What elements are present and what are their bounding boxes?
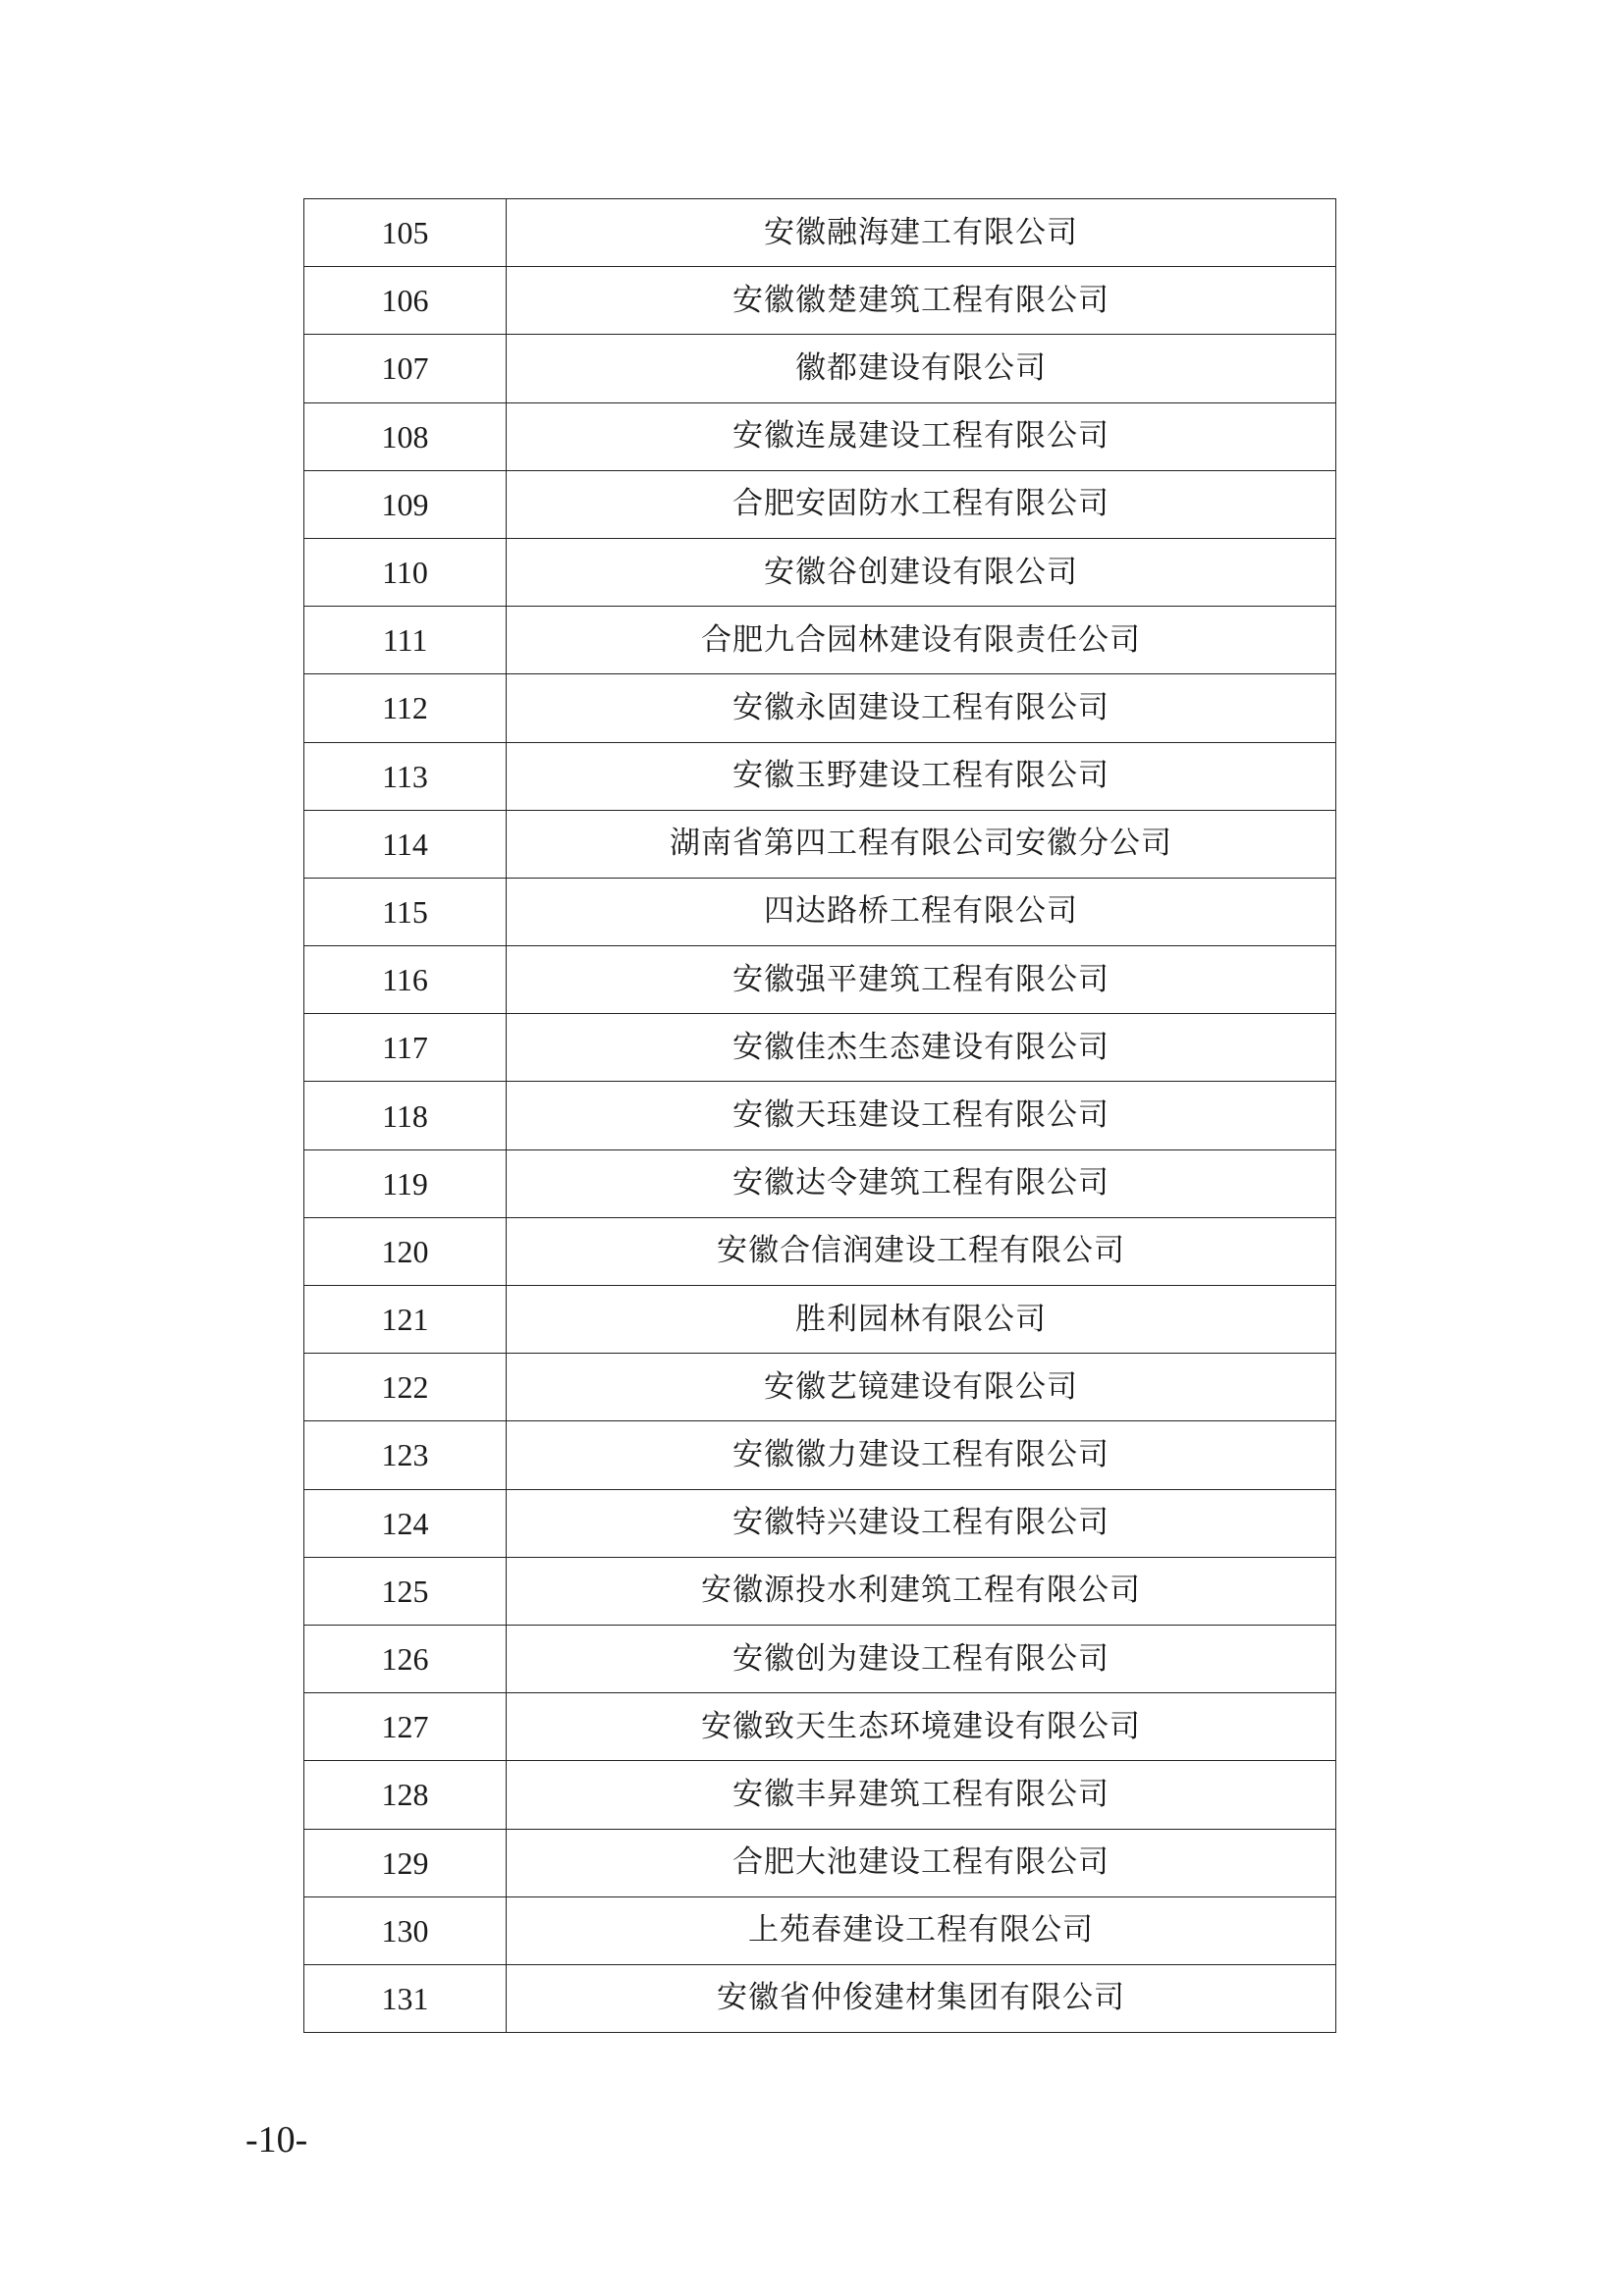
table-row <box>304 1761 1336 1829</box>
company-name-cell: 合肥大池建设工程有限公司 <box>507 1829 1336 1896</box>
company-name-cell: 安徽连晟建设工程有限公司 <box>507 402 1336 470</box>
row-number-cell: 117 <box>304 1014 507 1082</box>
table-row <box>304 1286 1336 1354</box>
row-number-cell: 113 <box>304 742 507 810</box>
company-name-cell: 徽都建设有限公司 <box>507 335 1336 402</box>
table-row <box>304 470 1336 538</box>
row-number-cell: 108 <box>304 402 507 470</box>
table-row <box>304 1964 1336 2032</box>
row-number-cell: 118 <box>304 1082 507 1149</box>
row-number-cell: 127 <box>304 1693 507 1761</box>
row-number-cell: 106 <box>304 267 507 335</box>
company-name-cell: 湖南省第四工程有限公司安徽分公司 <box>507 810 1336 878</box>
row-number-cell: 124 <box>304 1489 507 1557</box>
table-row <box>304 1557 1336 1625</box>
company-name-cell: 安徽融海建工有限公司 <box>507 199 1336 267</box>
table-body <box>304 199 1336 2033</box>
table-row <box>304 335 1336 402</box>
company-name-cell: 安徽佳杰生态建设有限公司 <box>507 1014 1336 1082</box>
table-row <box>304 1625 1336 1692</box>
row-number-cell: 107 <box>304 335 507 402</box>
row-number-cell: 121 <box>304 1286 507 1354</box>
table-row <box>304 810 1336 878</box>
company-name-cell: 安徽致天生态环境建设有限公司 <box>507 1693 1336 1761</box>
table-row <box>304 674 1336 742</box>
company-name-cell: 安徽省仲俊建材集团有限公司 <box>507 1964 1336 2032</box>
row-number-cell: 128 <box>304 1761 507 1829</box>
company-name-cell: 安徽玉野建设工程有限公司 <box>507 742 1336 810</box>
table-row <box>304 1829 1336 1896</box>
company-name-cell: 安徽创为建设工程有限公司 <box>507 1625 1336 1692</box>
table-row <box>304 1354 1336 1421</box>
company-name-cell: 安徽永固建设工程有限公司 <box>507 674 1336 742</box>
table-row <box>304 878 1336 945</box>
row-number-cell: 109 <box>304 470 507 538</box>
table-row <box>304 946 1336 1014</box>
company-name-cell: 安徽强平建筑工程有限公司 <box>507 946 1336 1014</box>
company-name-cell: 安徽合信润建设工程有限公司 <box>507 1217 1336 1285</box>
company-name-cell: 安徽丰昇建筑工程有限公司 <box>507 1761 1336 1829</box>
table-row <box>304 199 1336 267</box>
table-row <box>304 1421 1336 1489</box>
company-name-cell: 安徽谷创建设有限公司 <box>507 538 1336 606</box>
company-name-cell: 安徽特兴建设工程有限公司 <box>507 1489 1336 1557</box>
company-name-cell: 安徽徽力建设工程有限公司 <box>507 1421 1336 1489</box>
table-row <box>304 1014 1336 1082</box>
row-number-cell: 116 <box>304 946 507 1014</box>
row-number-cell: 125 <box>304 1557 507 1625</box>
row-number-cell: 114 <box>304 810 507 878</box>
table-row <box>304 1217 1336 1285</box>
company-list-table <box>303 198 1336 2033</box>
row-number-cell: 112 <box>304 674 507 742</box>
company-name-cell: 安徽天珏建设工程有限公司 <box>507 1082 1336 1149</box>
table-row <box>304 1489 1336 1557</box>
company-name-cell: 胜利园林有限公司 <box>507 1286 1336 1354</box>
company-name-cell: 安徽徽楚建筑工程有限公司 <box>507 267 1336 335</box>
table-row <box>304 607 1336 674</box>
company-name-cell: 安徽艺镜建设有限公司 <box>507 1354 1336 1421</box>
table-row <box>304 402 1336 470</box>
page-number: -10- <box>245 2119 308 2161</box>
company-name-cell: 合肥安固防水工程有限公司 <box>507 470 1336 538</box>
row-number-cell: 120 <box>304 1217 507 1285</box>
company-name-cell: 四达路桥工程有限公司 <box>507 878 1336 945</box>
table-row <box>304 538 1336 606</box>
table-row <box>304 1149 1336 1217</box>
row-number-cell: 130 <box>304 1896 507 1964</box>
row-number-cell: 115 <box>304 878 507 945</box>
company-name-cell: 合肥九合园林建设有限责任公司 <box>507 607 1336 674</box>
table-row <box>304 1693 1336 1761</box>
row-number-cell: 110 <box>304 538 507 606</box>
row-number-cell: 131 <box>304 1964 507 2032</box>
table-row <box>304 1896 1336 1964</box>
company-name-cell: 上苑春建设工程有限公司 <box>507 1896 1336 1964</box>
row-number-cell: 126 <box>304 1625 507 1692</box>
table-row <box>304 267 1336 335</box>
row-number-cell: 122 <box>304 1354 507 1421</box>
table-row <box>304 742 1336 810</box>
table-row <box>304 1082 1336 1149</box>
row-number-cell: 111 <box>304 607 507 674</box>
row-number-cell: 123 <box>304 1421 507 1489</box>
row-number-cell: 105 <box>304 199 507 267</box>
company-name-cell: 安徽达令建筑工程有限公司 <box>507 1149 1336 1217</box>
company-name-cell: 安徽源投水利建筑工程有限公司 <box>507 1557 1336 1625</box>
row-number-cell: 129 <box>304 1829 507 1896</box>
row-number-cell: 119 <box>304 1149 507 1217</box>
